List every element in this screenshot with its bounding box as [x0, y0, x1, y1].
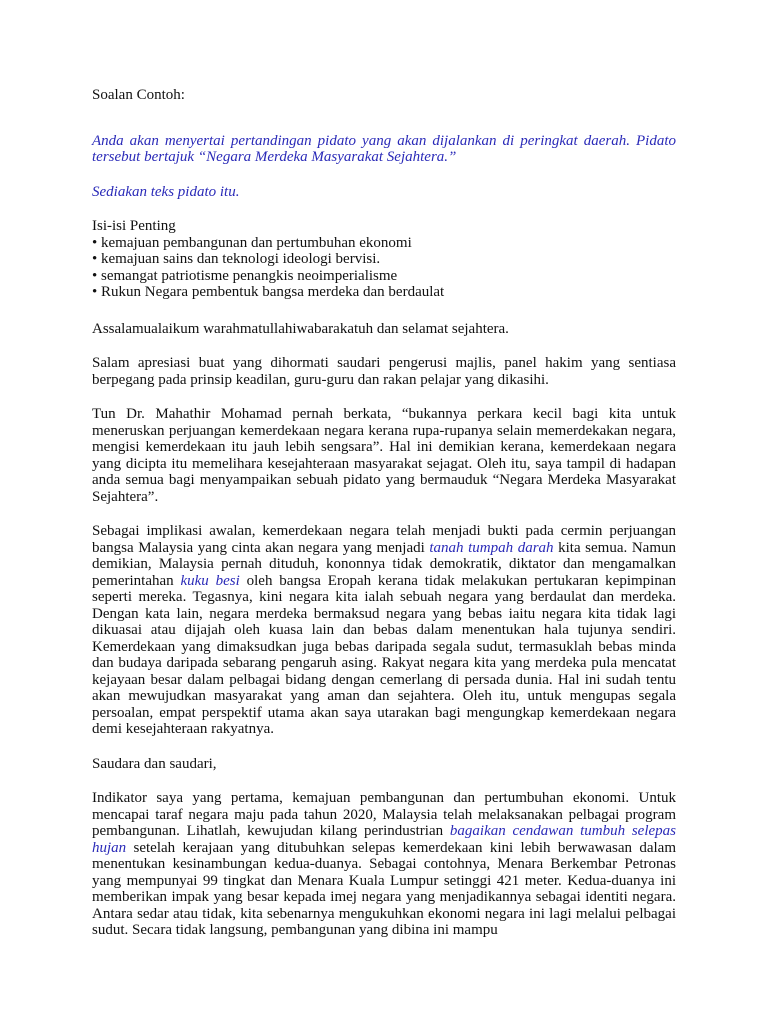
idiom-highlight: bagaikan cendawan tumbuh selepas hujan	[92, 823, 677, 856]
document-title: Soalan Contoh:	[92, 87, 185, 103]
paragraph-text: Sebagai implikasi awalan, kemerdekaan negara telah menjadi bukti pada cermin perjuangan bangsa Malaysia yang cinta akan negara yang menjadi	[92, 523, 676, 556]
isi-heading: Isi-isi Penting	[92, 218, 176, 234]
greeting-line: Assalamualaikum warahmatullahiwabarakatuh dan selamat sejahtera.	[92, 320, 509, 337]
question-text: Anda akan menyertai pertandingan pidato yang akan dijalankan di peringkat daerah. Pidato tersebut bertajuk “Negara Merdeka Masyarakat Sejahtera.”	[92, 132, 676, 165]
isi-item: • Rukun Negara pembentuk bangsa merdeka dan berdaulat	[92, 284, 676, 301]
instruction-text: Sediakan teks pidato itu.	[92, 183, 240, 200]
isi-list	[92, 235, 676, 301]
isi-item: • kemajuan pembangunan dan pertumbuhan ekonomi	[92, 235, 676, 252]
paragraph-text: oleh bangsa Eropah kerana tidak melakukan pertukaran kepimpinan seperti mereka. Tegasnya, kini negara kita ialah sebuah negara yang berdaulat dan merdeka. Dengan kata lain, negara merdeka bermaksud negara yang bebas iaitu negara kita tidak lagi dikuasai atau dijajah oleh kuasa lain dan bebas dalam menentukan hala tujunya sendiri. Kemerdekaan yang dimaksudkan juga bebas daripada segala sudut, termasuklah bebas minda dan budaya daripada sebarang pengaruh asing. Rakyat negara kita yang merdeka pula mencatat kejayaan besar dalam pelbagai bidang dengan cemerlang di persada dunia. Hal ini sudah tentu akan mewujudkan masyarakat yang aman dan sejahtera. Oleh itu, untuk mengupas segala persoalan, empat perspektif utama akan saya utarakan bagi mengungkap kemerdekaan negara demi kesejahteraan rakyatnya.	[92, 572, 676, 737]
paragraph-salam: Salam apresiasi buat yang dihormati saudari pengerusi majlis, panel hakim yang sentiasa berpegang pada prinsip keadilan, guru-guru dan rakan pelajar yang dikasihi.	[92, 355, 676, 388]
paragraph-text: kita semua. Namun demikian, Malaysia pernah dituduh, kononnya tidak demokratik, diktator dan mengamalkan pemerintahan	[92, 539, 676, 589]
isi-item: • kemajuan sains dan teknologi ideologi bervisi.	[92, 251, 676, 268]
saudara-line: Saudara dan saudari,	[92, 755, 217, 772]
paragraph-implikasi	[92, 523, 676, 738]
idiom-highlight: tanah tumpah darah	[429, 539, 554, 556]
isi-item: • semangat patriotisme penangkis neoimperialisme	[92, 268, 676, 285]
paragraph-text: Indikator saya yang pertama, kemajuan pembangunan dan pertumbuhan ekonomi. Untuk mencapai taraf negara maju pada tahun 2020, Malaysia telah melaksanakan pelbagai program pembangunan. Lihatlah, kewujudan kilang perindustrian	[92, 790, 676, 839]
paragraph-tun-mahathir: Tun Dr. Mahathir Mohamad pernah berkata, “bukannya perkara kecil bagi kita untuk meneruskan perjuangan kemerdekaan negara kerana rupa-rupanya selain memerdekakan negara, mengisi kemerdekaan itu jauh lebih sengsara”. Hal ini demikian kerana, kemerdekaan negara yang dicipta itu memelihara kesejahteraan masyarakat sejagat. Oleh itu, saya tampil di hadapan anda semua bagi menyampaikan sebuah pidato yang bermauduk “Negara Merdeka Masyarakat Sejahtera”.	[92, 406, 676, 505]
paragraph-indikator	[92, 790, 676, 939]
isi-penting-section	[92, 218, 676, 301]
idiom-highlight: kuku besi	[180, 572, 240, 589]
paragraph-text: setelah kerajaan yang ditubuhkan selepas kemerdekaan kini lebih berwawasan dalam menentukan kesinambungan kedua-duanya. Sebagai contohnya, Menara Berkembar Petronas yang mempunyai 99 tingkat dan Menara Kuala Lumpur setinggi 421 meter. Kedua-duanya ini memberikan impak yang besar kepada imej negara yang menjadikannya sebagai identiti negara. Antara sedar atau tidak, kita sebenarnya mengukuhkan ekonomi negara ini lagi melalui pelbagai sudut. Secara tidak langsung, pembangunan yang dibina ini mampu	[92, 839, 676, 938]
